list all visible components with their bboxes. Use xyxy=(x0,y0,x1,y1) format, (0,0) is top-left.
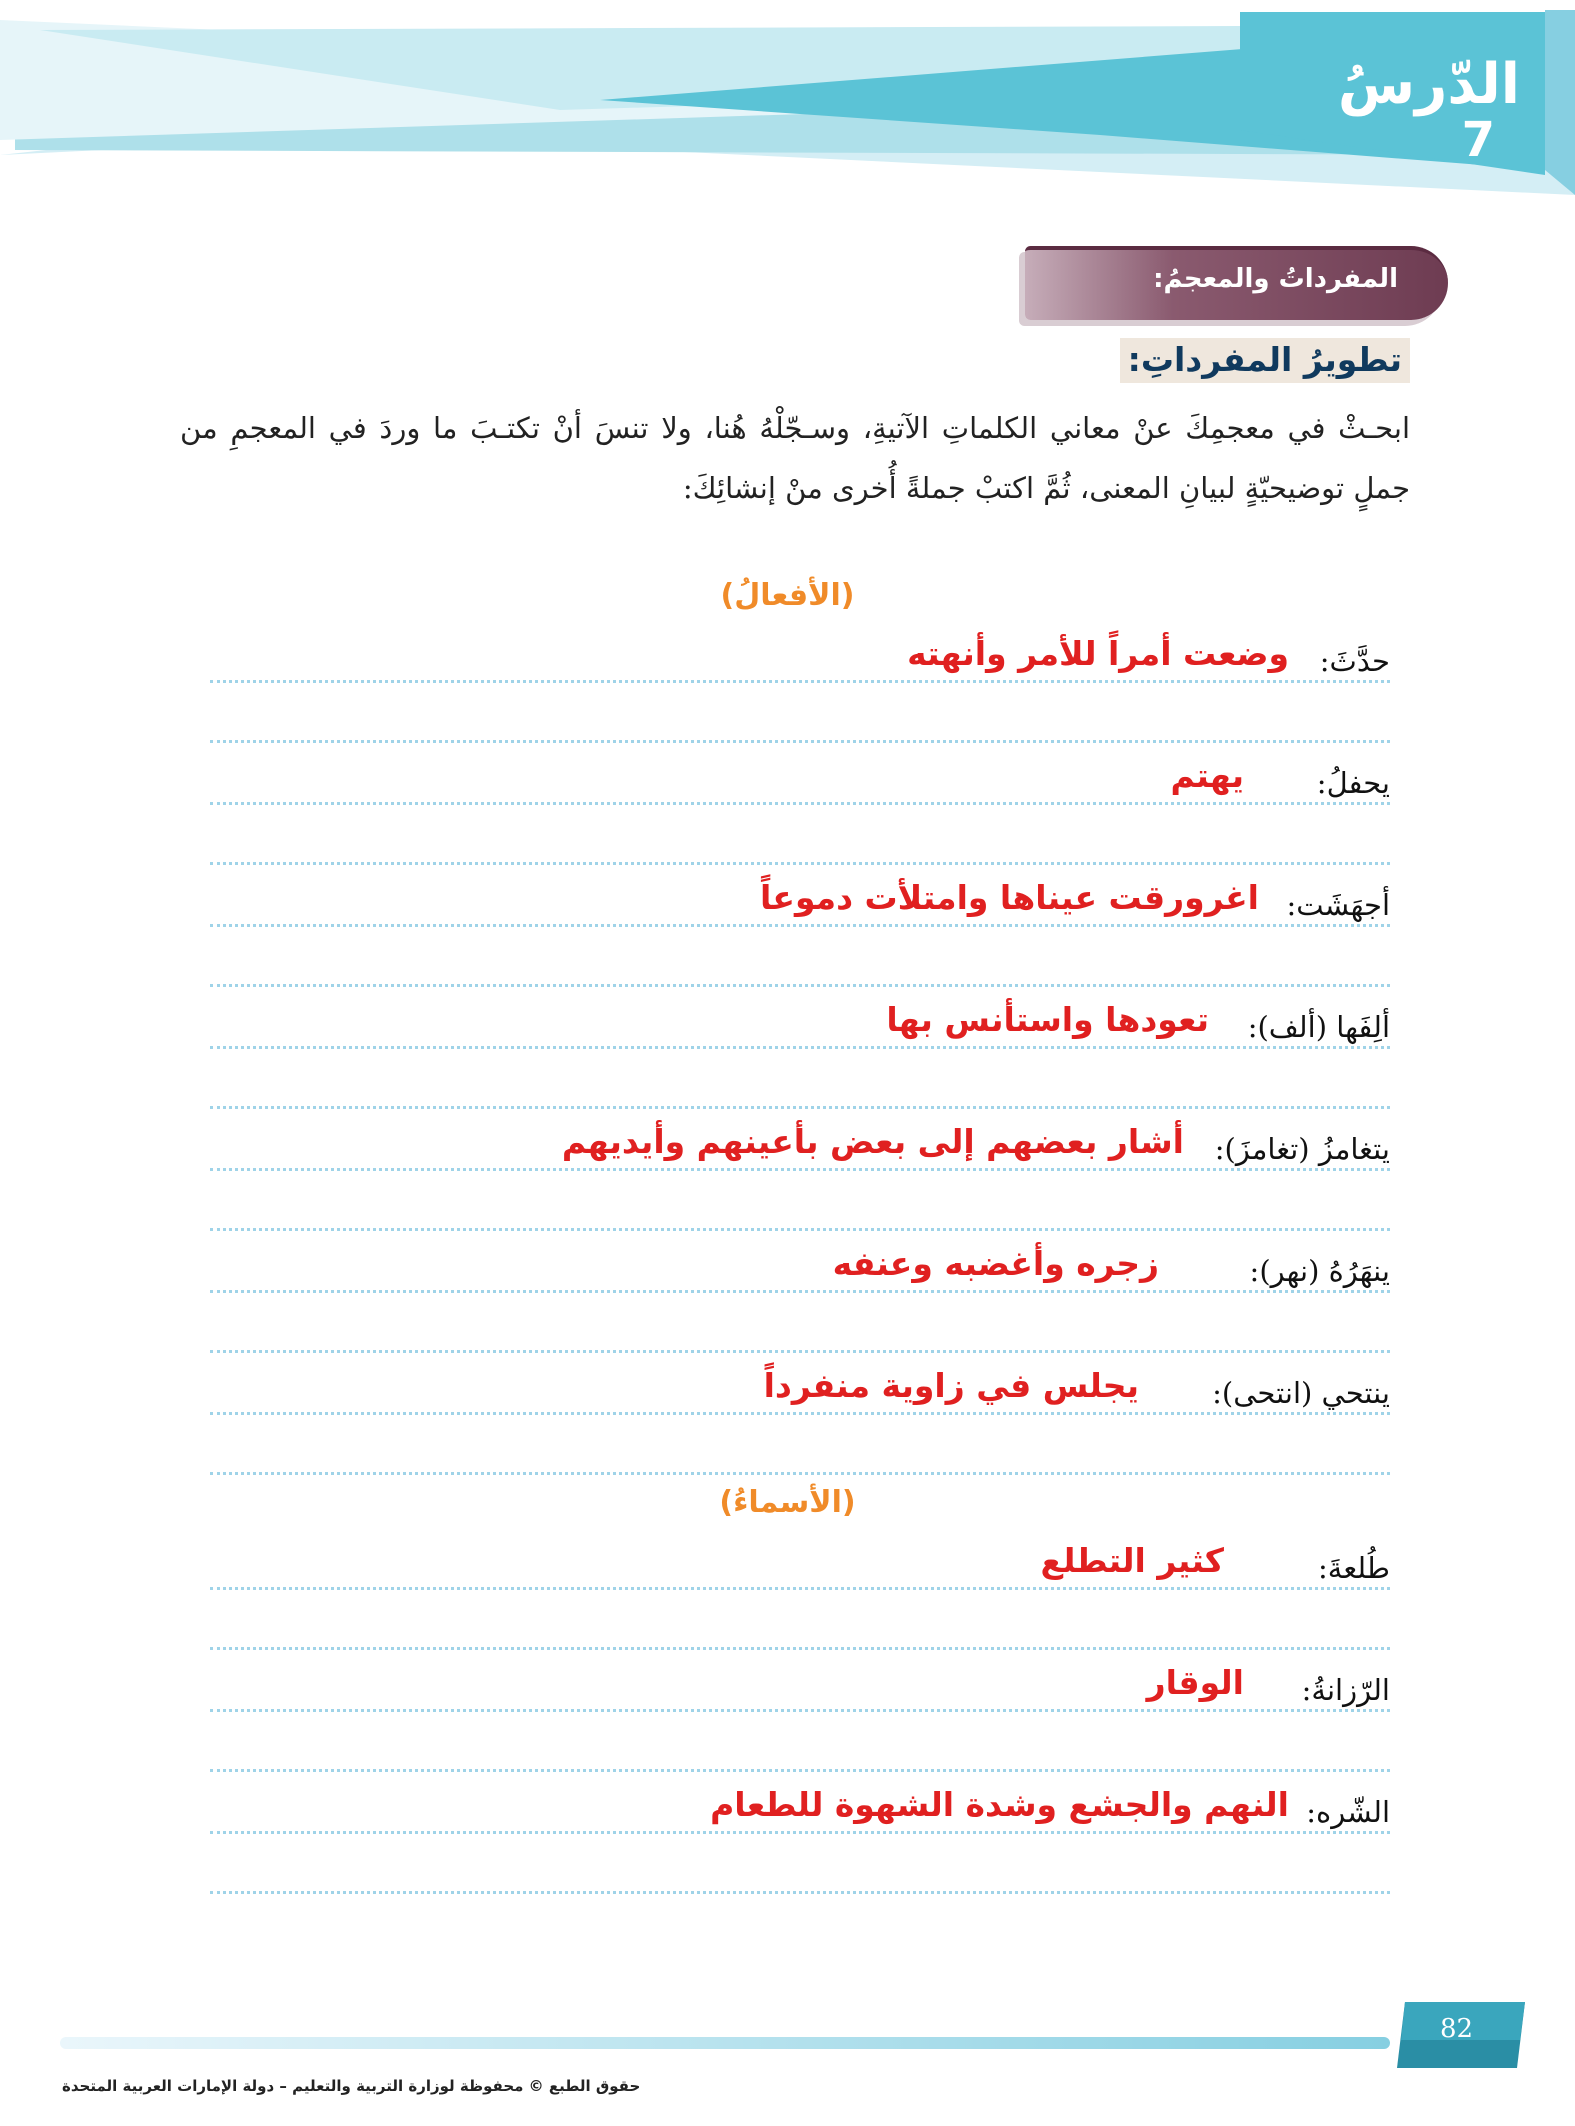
answer-line xyxy=(210,1891,1390,1894)
entry-term: ألِفَها (ألف): xyxy=(1240,1010,1390,1044)
entry-term: طُلعةَ: xyxy=(1310,1551,1390,1585)
entry-row xyxy=(210,1118,1390,1228)
entry-answer[interactable]: أشار بعضهم إلى بعض بأعينهم وأيديهم xyxy=(556,1122,1190,1161)
answer-line xyxy=(210,1290,1390,1293)
answer-line xyxy=(210,1831,1390,1834)
entry-row xyxy=(210,1240,1390,1350)
entry-answer[interactable]: وضعت أمراً للأمر وأنهته xyxy=(901,634,1295,673)
category-nouns: (الأسماءُ) xyxy=(719,1485,856,1520)
answer-line xyxy=(210,1168,1390,1171)
entry-term: ينتحي (انتحى): xyxy=(1204,1376,1390,1410)
entry-answer[interactable]: تعودها واستأنس بها xyxy=(880,1000,1215,1039)
entry-row xyxy=(210,1537,1390,1647)
footer-bar xyxy=(60,2037,1390,2049)
entry-term: الشّره: xyxy=(1298,1795,1390,1829)
page-number: 82 xyxy=(1440,2014,1474,2044)
answer-line xyxy=(210,1412,1390,1415)
category-verbs: (الأفعالُ) xyxy=(720,578,855,613)
entry-answer[interactable]: يهتم xyxy=(1164,756,1250,795)
answer-line xyxy=(210,1709,1390,1712)
entry-row xyxy=(210,1659,1390,1769)
answer-line xyxy=(210,1769,1390,1772)
entry-term: الرّزانةُ: xyxy=(1294,1673,1390,1707)
entry-answer[interactable]: يجلس في زاوية منفرداً xyxy=(758,1366,1145,1405)
entry-row xyxy=(210,1362,1390,1472)
section-tab-label: المفرداتُ والمعجمُ: xyxy=(1153,264,1398,294)
instructions: ابحـثْ في معجمِكَ عنْ معاني الكلماتِ الآتيةِ، وسـجّلْهُ هُنا، ولا تنسَ أنْ تكتـبَ ما وردَ في المعجمِ من جملٍ توضيحيّةٍ لبيانِ المعنى، ثُمَّ اكتبْ جملةً أُخرى منْ إنشائِكَ: xyxy=(180,411,1410,505)
answer-line xyxy=(210,1587,1390,1590)
lesson-number: 7 xyxy=(1461,112,1495,168)
answer-line xyxy=(210,984,1390,987)
answer-line xyxy=(210,680,1390,683)
answer-line xyxy=(210,740,1390,743)
entry-term: أجهَشَت: xyxy=(1279,888,1390,922)
answer-line xyxy=(210,862,1390,865)
entry-answer[interactable]: كثير التطلع xyxy=(1035,1541,1230,1580)
answer-line xyxy=(210,1647,1390,1650)
answer-line xyxy=(210,1228,1390,1231)
answer-line xyxy=(210,1350,1390,1353)
entry-term: يتغامزُ (تغامزَ): xyxy=(1207,1132,1390,1166)
answer-line xyxy=(210,1106,1390,1109)
answer-line xyxy=(210,924,1390,927)
entry-row xyxy=(210,874,1390,984)
entry-answer[interactable]: اغرورقت عيناها وامتلأت دموعاً xyxy=(754,878,1265,917)
answer-line xyxy=(210,1472,1390,1475)
copyright-notice: حقوق الطبع © محفوظة لوزارة التربية والتعليم – دولة الإمارات العربية المتحدة xyxy=(62,2077,641,2095)
section-tab xyxy=(1025,246,1448,320)
entry-row xyxy=(210,630,1390,740)
answer-line xyxy=(210,802,1390,805)
subheading: تطويرُ المفرداتِ: xyxy=(1120,338,1410,383)
entry-row xyxy=(210,752,1390,862)
entry-answer[interactable]: زجره وأغضبه وعنفه xyxy=(827,1244,1165,1283)
entry-term: ينهَرُهُ (نهر): xyxy=(1242,1254,1390,1288)
answer-line xyxy=(210,1046,1390,1049)
entry-row xyxy=(210,1781,1390,1891)
entry-answer[interactable]: الوقار xyxy=(1141,1663,1250,1702)
entry-term: حدَّثَ: xyxy=(1312,644,1390,678)
entry-row xyxy=(210,996,1390,1106)
lesson-label: الدّرسُ xyxy=(1337,52,1520,117)
entry-term: يحفلُ: xyxy=(1309,766,1390,800)
entry-answer[interactable]: النهم والجشع وشدة الشهوة للطعام xyxy=(704,1785,1295,1824)
